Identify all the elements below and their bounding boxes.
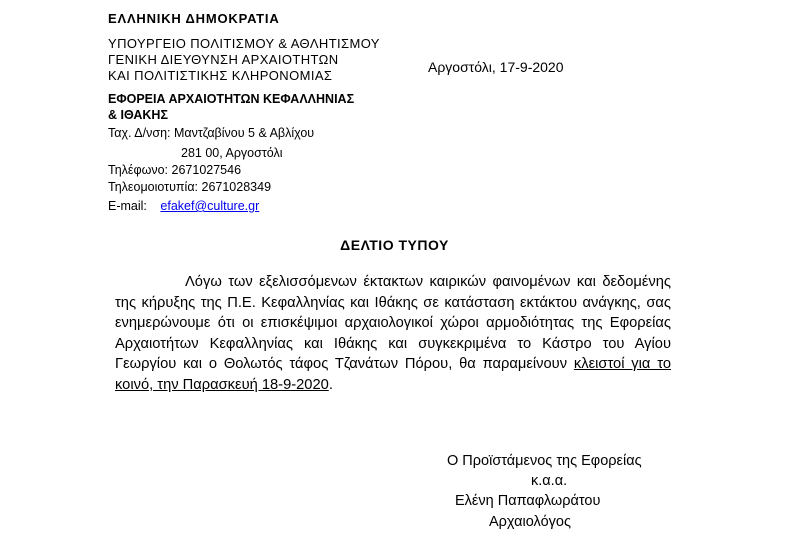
- body-paragraph: [115, 272, 671, 395]
- email-row: [108, 198, 259, 214]
- closure-notice: κλειστοί για το κοινό, την Παρασκευή 18-9-2020: [115, 356, 671, 393]
- body-end: .: [328, 376, 333, 393]
- ephorate-line-2: & ΙΘΑΚΗΣ: [108, 108, 168, 122]
- email-link[interactable]: efakef@culture.gr: [160, 199, 260, 213]
- email-label: E-mail:: [108, 199, 147, 213]
- signature-role: Ο Προϊστάμενος της Εφορείας: [447, 453, 642, 469]
- ephorate-line-1: ΕΦΟΡΕΙΑ ΑΡΧΑΙΟΤΗΤΩΝ ΚΕΦΑΛΛΗΝΙΑΣ: [108, 92, 355, 106]
- postal-code: 281 00, Αργοστόλι: [181, 146, 283, 160]
- body-text: Λόγω των εξελισσόμενων έκτακτων καιρικών φαινομένων και δεδομένης της κήρυξης της Π.Ε. Κεφαλληνίας και Ιθάκης σε κατάσταση εκτάκτου ανάγκης, σας ενημερώνουμε ότι οι επισκέψιμοι αρχαιολογικοί χώροι αρμοδιότητας της Εφορείας Αρχαιοτήτων Κεφαλληνίας και Ιθάκης και συγκεκριμένα το Κάστρο του Αγίου Γεωργίου και ο Θολωτός τάφος Τζανάτων Πόρου, θα παραμείνουν: [115, 274, 671, 372]
- signature-name: Ελένη Παπαφλωράτου: [455, 493, 601, 509]
- phone: Τηλέφωνο: 2671027546: [108, 163, 242, 177]
- press-release-title: ΔΕΛΤΙΟ ΤΥΠΟΥ: [340, 237, 449, 253]
- ministry-line-3: ΚΑΙ ΠΟΛΙΤΙΣΤΙΚΗΣ ΚΛΗΡΟΝΟΜΙΑΣ: [108, 68, 333, 83]
- fax: Τηλεομοιοτυπία: 2671028349: [108, 180, 272, 194]
- signature-title: Αρχαιολόγος: [489, 514, 571, 530]
- address: Ταχ. Δ/νση: Μαντζαβίνου 5 & Αβλίχου: [108, 126, 315, 140]
- republic-heading: ΕΛΛΗΝΙΚΗ ΔΗΜΟΚΡΑΤΙΑ: [108, 11, 280, 26]
- signature-kaa: κ.α.α.: [531, 473, 568, 489]
- ministry-line-1: ΥΠΟΥΡΓΕΙΟ ΠΟΛΙΤΙΣΜΟΥ & ΑΘΛΗΤΙΣΜΟΥ: [108, 36, 380, 51]
- ministry-line-2: ΓΕΝΙΚΗ ΔΙΕΥΘΥΝΣΗ ΑΡΧΑΙΟΤΗΤΩΝ: [108, 52, 339, 67]
- city-date: Αργοστόλι, 17-9-2020: [428, 59, 564, 75]
